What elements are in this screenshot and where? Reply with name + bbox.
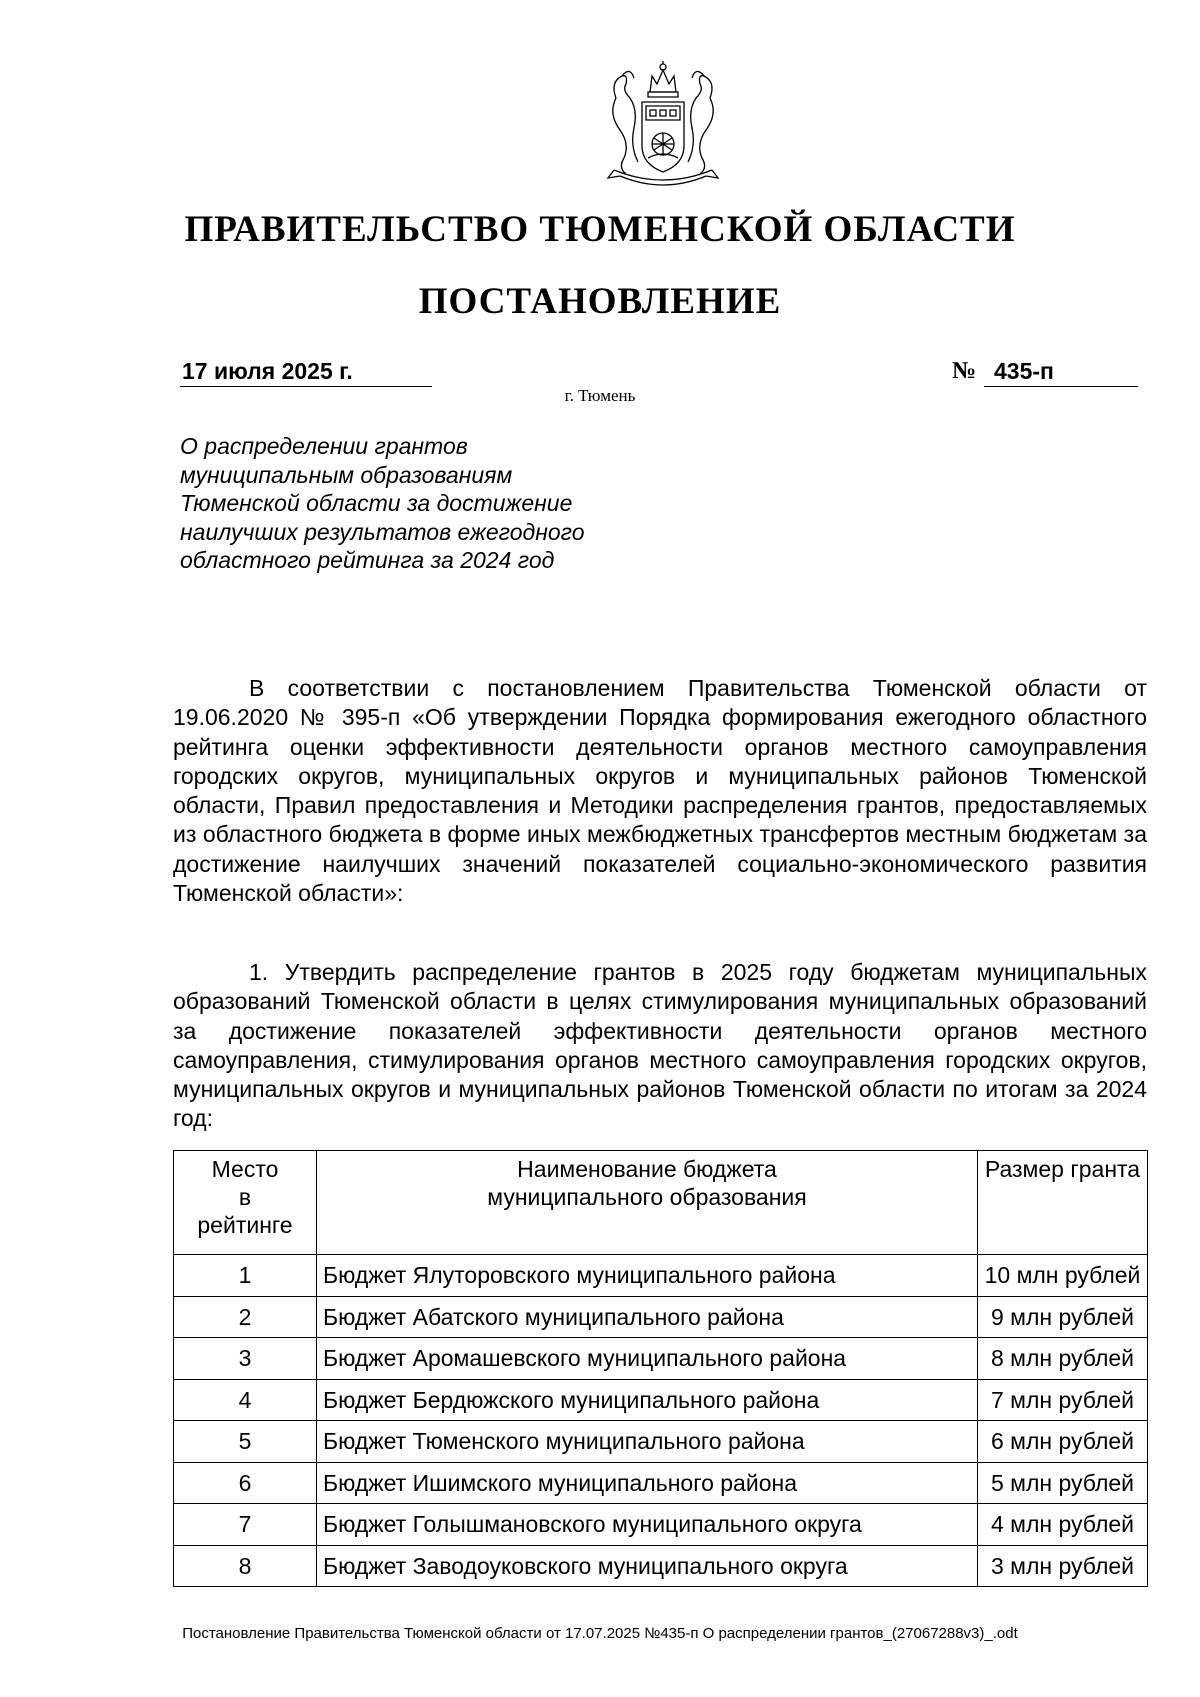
subject-line: О распределении грантов (180, 433, 468, 459)
coat-of-arms-icon (594, 58, 732, 192)
table-row (174, 1545, 1148, 1587)
cell-budget-name: Бюджет Бердюжского муниципального района (317, 1379, 978, 1421)
header-place-line: Место (211, 1156, 279, 1182)
cell-grant: 3 млн рублей (978, 1545, 1148, 1587)
table-row (174, 1379, 1148, 1421)
header-place (174, 1151, 317, 1255)
table-header-row (174, 1151, 1148, 1255)
subject-line: Тюменской области за достижение (180, 490, 573, 516)
document-number: 435-п (984, 357, 1138, 387)
header-name-line: муниципального образования (487, 1184, 807, 1210)
cell-place: 2 (174, 1296, 317, 1338)
number-label: № (952, 358, 977, 384)
cell-budget-name: Бюджет Тюменского муниципального района (317, 1421, 978, 1463)
cell-grant: 9 млн рублей (978, 1296, 1148, 1338)
cell-place: 5 (174, 1421, 317, 1463)
cell-budget-name: Бюджет Абатского муниципального района (317, 1296, 978, 1338)
table-row (174, 1338, 1148, 1380)
header-name-line: Наименование бюджета (517, 1156, 777, 1182)
cell-place: 8 (174, 1545, 317, 1587)
cell-grant: 10 млн рублей (978, 1255, 1148, 1297)
item-1-paragraph: 1. Утвердить распределение грантов в 2025 году бюджетам муниципальных образований Тюменской области в целях стимулирования муниципальных образований за достижение показателей эффективности деятельности органов местного самоуправления, стимулирования органов местного самоуправления городских округов, муниципальных округов и муниципальных районов Тюменской области по итогам за 2024 год: (173, 959, 1147, 1132)
cell-grant: 7 млн рублей (978, 1379, 1148, 1421)
header-place-line: рейтинге (197, 1212, 293, 1238)
cell-place: 3 (174, 1338, 317, 1380)
grants-table (173, 1150, 1148, 1587)
table-row (174, 1462, 1148, 1504)
document-date: 17 июля 2025 г. (180, 357, 432, 387)
organization-title: ПРАВИТЕЛЬСТВО ТЮМЕНСКОЙ ОБЛАСТИ (184, 209, 1016, 250)
header-budget-name (317, 1151, 978, 1255)
subject-line: муниципальным образованиям (180, 461, 513, 488)
cell-grant: 6 млн рублей (978, 1421, 1148, 1463)
cell-place: 7 (174, 1504, 317, 1546)
cell-place: 4 (174, 1379, 317, 1421)
document-subject (180, 432, 740, 575)
city-name: г. Тюмень (564, 386, 636, 405)
document-type: ПОСТАНОВЛЕНИЕ (418, 281, 782, 322)
cell-place: 1 (174, 1255, 317, 1297)
table-row (174, 1421, 1148, 1463)
cell-place: 6 (174, 1462, 317, 1504)
header-place-line: в (238, 1184, 252, 1210)
cell-budget-name: Бюджет Ялуторовского муниципального района (317, 1255, 978, 1297)
cell-grant: 5 млн рублей (978, 1462, 1148, 1504)
header-grant-size: Размер гранта (978, 1151, 1148, 1255)
cell-budget-name: Бюджет Голышмановского муниципального округа (317, 1504, 978, 1546)
table-row (174, 1255, 1148, 1297)
cell-grant: 8 млн рублей (978, 1338, 1148, 1380)
subject-line: областного рейтинга за 2024 год (180, 547, 555, 573)
cell-budget-name: Бюджет Ишимского муниципального района (317, 1462, 978, 1504)
file-footer: Постановление Правительства Тюменской области от 17.07.2025 №435-п О распределении грантов_(27067288v3)_.odt (182, 1625, 1018, 1642)
subject-line: наилучших результатов ежегодного (180, 518, 585, 545)
table-row (174, 1504, 1148, 1546)
cell-grant: 4 млн рублей (978, 1504, 1148, 1546)
cell-budget-name: Бюджет Заводоуковского муниципального округа (317, 1545, 978, 1587)
table-row (174, 1296, 1148, 1338)
preamble-paragraph: В соответствии с постановлением Правительства Тюменской области от 19.06.2020 № 395-п «Об утверждении Порядка формирования ежегодного областного рейтинга оценки эффективности деятельности органов местного самоуправления городских округов, муниципальных округов и муниципальных районов Тюменской области, Правил предоставления и Методики распределения грантов, предоставляемых из областного бюджета в форме иных межбюджетных трансфертов местным бюджетам за достижение наилучших значений показателей социально-экономического развития Тюменской области»: (173, 675, 1147, 907)
cell-budget-name: Бюджет Аромашевского муниципального района (317, 1338, 978, 1380)
